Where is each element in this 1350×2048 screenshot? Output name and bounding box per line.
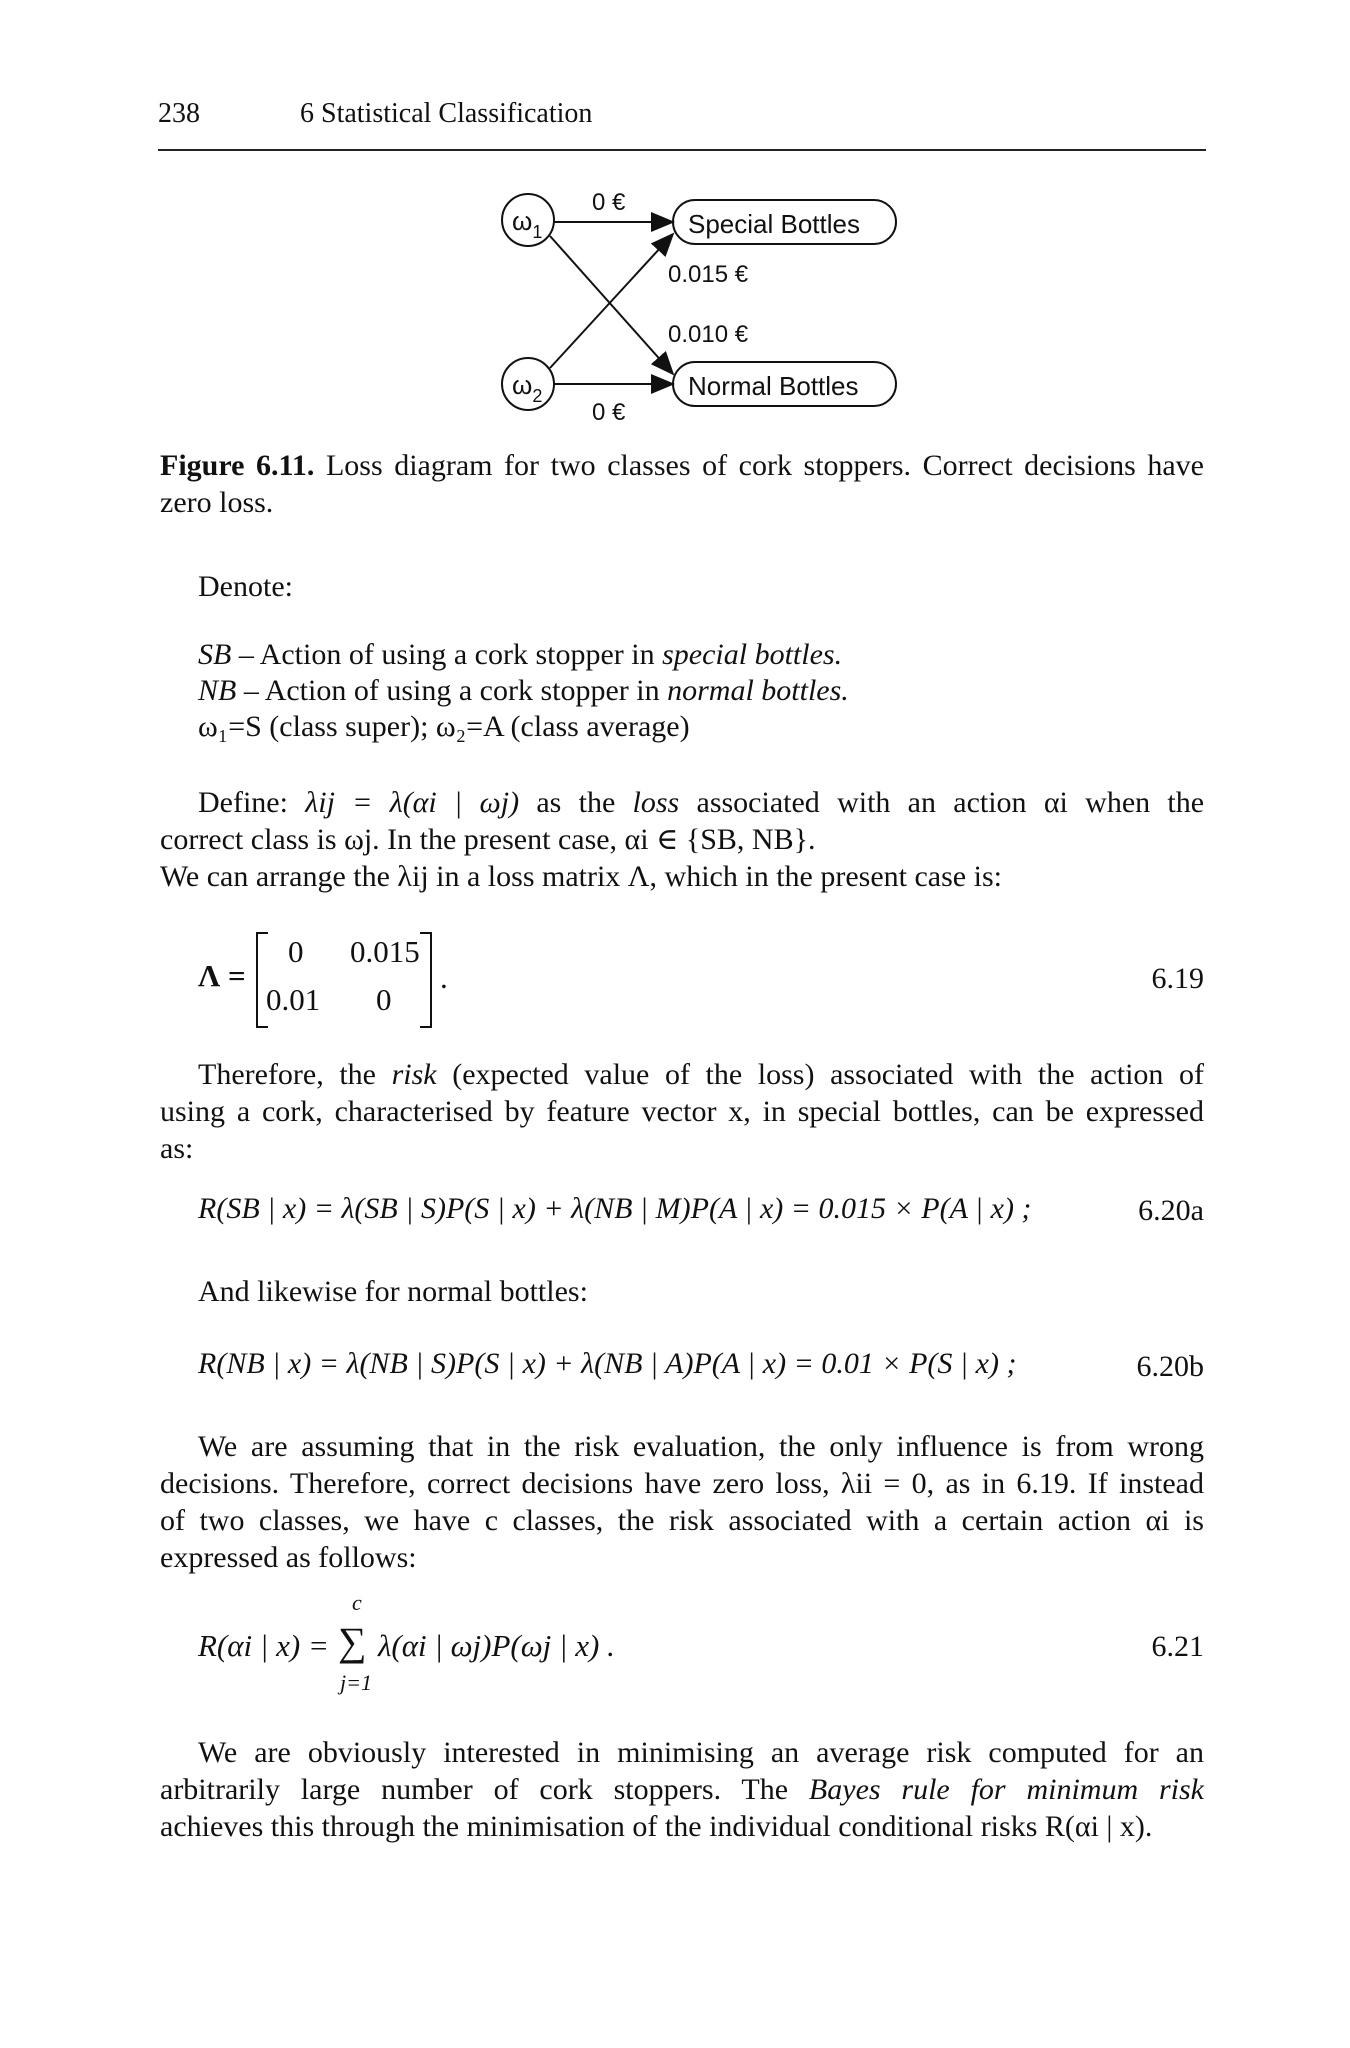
matrix-m21: 0.01 [266, 982, 321, 1017]
risk-paragraph: Therefore, the risk (expected value of the loss) associated with the action of using a cork, characterised by feature vector x, in special bottles, can be expressed as: [160, 1058, 1205, 1165]
eq-number-6-20b: 6.20b [1136, 1350, 1204, 1383]
eq-number-6-21: 6.21 [1151, 1630, 1204, 1663]
definition-classes: ω₁=S (class super); ω₂=A (class average) [198, 710, 690, 743]
class1-label: $\omega_1$ [512, 206, 543, 242]
assumption-paragraph: We are assuming that in the risk evaluation, the only influence is from wrong decisions. Therefore, correct decisions have zero loss, λii = 0, as in 6.19. If instead of two classes, we have c classes, the risk associated with a certain action αi is expressed as follows: [160, 1430, 1204, 1574]
running-header: 6 Statistical Classification [300, 98, 593, 129]
page-number: 238 [158, 98, 200, 129]
figure-caption [160, 447, 1204, 521]
matrix-m12: 0.015 [350, 934, 420, 969]
matrix-period: . [440, 960, 448, 995]
final-paragraph: We are obviously interested in minimising an average risk computed for an arbitrarily large number of cork stoppers. The Bayes rule for minimum risk achieves this through the minimisation of the individual conditional risks R(αi | x). [160, 1736, 1204, 1843]
loss-diagram [480, 178, 910, 428]
matrix-right-bracket [420, 932, 432, 1028]
equation-6-20a: R(SB | x) = λ(SB | S)P(S | x) + λ(NB | M)P(A | x) = 0.015 × P(A | x) ; [198, 1192, 1032, 1225]
caption-text-1: Loss diagram for two classes of cork stoppers. Correct decisions have [325, 449, 1204, 482]
equation-6-20b: R(NB | x) = λ(NB | S)P(S | x) + λ(NB | A)P(A | x) = 0.01 × P(S | x) ; [198, 1347, 1017, 1380]
matrix-lhs: Λ = [198, 958, 246, 993]
eq-number-6-19: 6.19 [1151, 962, 1204, 995]
equation-6-21-rhs: λ(αi | ωj)P(ωj | x) . [378, 1628, 615, 1663]
normal-bottles-label: Normal Bottles [688, 371, 859, 401]
define-paragraph: Define: λij = λ(αi | ωj) as the loss associated with an action αi when the correct class is ωj. In the present case, αi ∈ {SB, NB}. We can arrange the λij in a loss matrix Λ, which in the present case is: [160, 786, 1205, 893]
likewise-text: And likewise for normal bottles: [198, 1275, 588, 1308]
special-bottles-label: Special Bottles [688, 209, 860, 239]
loss-cross2-label: 0.010 € [668, 321, 749, 348]
equation-6-21-lhs: R(αi | x) = [198, 1628, 329, 1663]
header-rule [158, 149, 1206, 151]
denote-label: Denote: [198, 570, 293, 603]
edge-class1-normal [550, 236, 673, 374]
loss-top-label: 0 € [592, 189, 626, 216]
matrix-m11: 0 [288, 934, 304, 969]
definition-nb: NB – Action of using a cork stopper in normal bottles. [198, 674, 849, 707]
loss-bottom-label: 0 € [592, 399, 626, 426]
class2-label: $\omega_2$ [512, 370, 543, 406]
loss-cross1-label: 0.015 € [668, 261, 749, 288]
caption-label: Figure 6.11. [160, 449, 315, 482]
sum-lower-limit: j=1 [340, 1670, 372, 1695]
eq-number-6-20a: 6.20a [1138, 1194, 1204, 1227]
matrix-m22: 0 [376, 982, 392, 1017]
edge-class2-special [550, 234, 673, 368]
sum-upper-limit: c [352, 1590, 362, 1615]
caption-text-2: zero loss. [160, 486, 274, 519]
sum-symbol: ∑ [338, 1619, 367, 1664]
definition-sb: SB – Action of using a cork stopper in special bottles. [198, 638, 843, 671]
